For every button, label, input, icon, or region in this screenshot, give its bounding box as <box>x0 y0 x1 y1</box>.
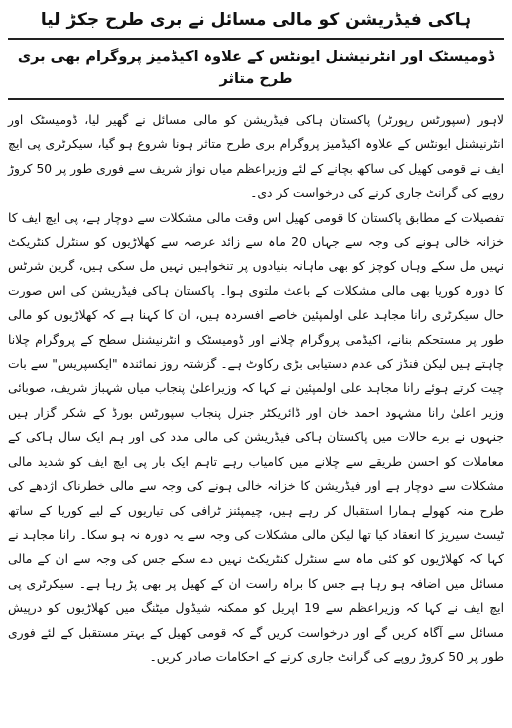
article-headline: ہاکی فیڈریشن کو مالی مسائل نے بری طرح جکڑ لیا <box>8 8 504 40</box>
article-subheadline: ڈومیسٹک اور انٹرنیشنل ایونٹس کے علاوہ اکیڈمیز پروگرام بھی بری طرح متاثر <box>8 46 504 100</box>
article-paragraph-1: لاہور (سپورٹس رپورٹر) پاکستان ہاکی فیڈریشن کو مالی مسائل نے گھیر لیا، ڈومیسٹک اور انٹرنیشنل ایونٹس کے علاوہ اکیڈمیز پروگرام بری طرح متاثر ہونا شروع ہو گیا، سیکرٹری پی ایچ ایف نے قومی کھیل کی ساکھ بچانے کے لئے وزیراعظم میاں نواز شریف سے فوری طور پر 50 کروڑ روپے کی گرانٹ جاری کرنے کی درخواست کر دی۔ <box>8 113 504 201</box>
article-body <box>8 108 504 669</box>
article-paragraph-2: تفصیلات کے مطابق پاکستان کا قومی کھیل اس وقت مالی مشکلات سے دوچار ہے، پی ایچ ایف کا خزانہ خالی ہونے کی وجہ سے جہاں 20 ماہ سے زائد عرصہ سے کھلاڑیوں کو سنٹرل کنٹریکٹ نہیں مل سکے وہاں کوچز کو بھی ماہانہ بنیادوں پر تنخواہیں نہیں مل سکی ہیں، گرین شرٹس کا دورہ کوریا بھی مالی مشکلات کے باعث ملتوی ہوا۔ پاکستان ہاکی فیڈریشن کی اس صورت حال سیکرٹری رانا مجاہد علی اولمپئین خاصے افسردہ ہیں، ان کا کہنا ہے کہ کھلاڑیوں کو مالی طور پر مستحکم بنانے، اکیڈمی پروگرام چلانے اور ڈومیسٹک و انٹرنیشنل سطح کے پروگرام چلانا چاہتے ہیں لیکن فنڈز کی عدم دستیابی بڑی رکاوٹ ہے۔ گزشتہ روز نمائندہ "ایکسپریس" سے بات چیت کرتے ہوئے رانا مجاہد علی اولمپئین نے کہا کہ وزیراعلیٰ پنجاب میاں شہباز شریف، صوبائی وزیر اعلیٰ رانا مشہود احمد خان اور ڈائریکٹر جنرل پنجاب سپورٹس بورڈ کے شکر گزار ہیں جنہوں نے برے حالات میں پاکستان ہاکی فیڈریشن کی مالی مدد کی اور ہم ایک سال ہاکی کے معاملات کو احسن طریقے سے چلانے میں کامیاب رہے تاہم ایک بار پی ایچ ایف کو شدید مالی مشکلات سے دوچار ہے اور فیڈریشن کا خزانہ خالی ہونے کی وجہ سے مالی خطرناک اژدھے کی طرح منہ کھولے ہمارا استقبال کر رہے ہیں، چیمپئنز ٹرافی کی تیاریوں کے لیے کوریا کے ساتھ ٹیسٹ سیریز کا انعقاد کیا تھا لیکن مالی مشکلات کی وجہ سے یہ دورہ نہ ہو سکا۔ رانا مجاہد نے کہا کہ کھلاڑیوں کو کئی ماہ سے سنٹرل کنٹریکٹ نہیں دے سکے جس کی وجہ سے ان کے مالی مسائل میں اضافہ ہو رہا ہے جس کا براہ راست ان کے کھیل پر بھی پڑ رہا ہے۔ سیکرٹری پی ایچ ایف نے کہا کہ وزیراعظم سے 19 اپریل کو ممکنہ شیڈول میٹنگ میں کھلاڑیوں کو درپیش مسائل سے آگاہ کریں گے اور درخواست کریں گے کہ قومی کھیل کے بہتر مستقبل کے لئے فوری طور پر 50 کروڑ روپے کی گرانٹ جاری کرنے کے احکامات صادر کریں۔ <box>8 210 505 664</box>
